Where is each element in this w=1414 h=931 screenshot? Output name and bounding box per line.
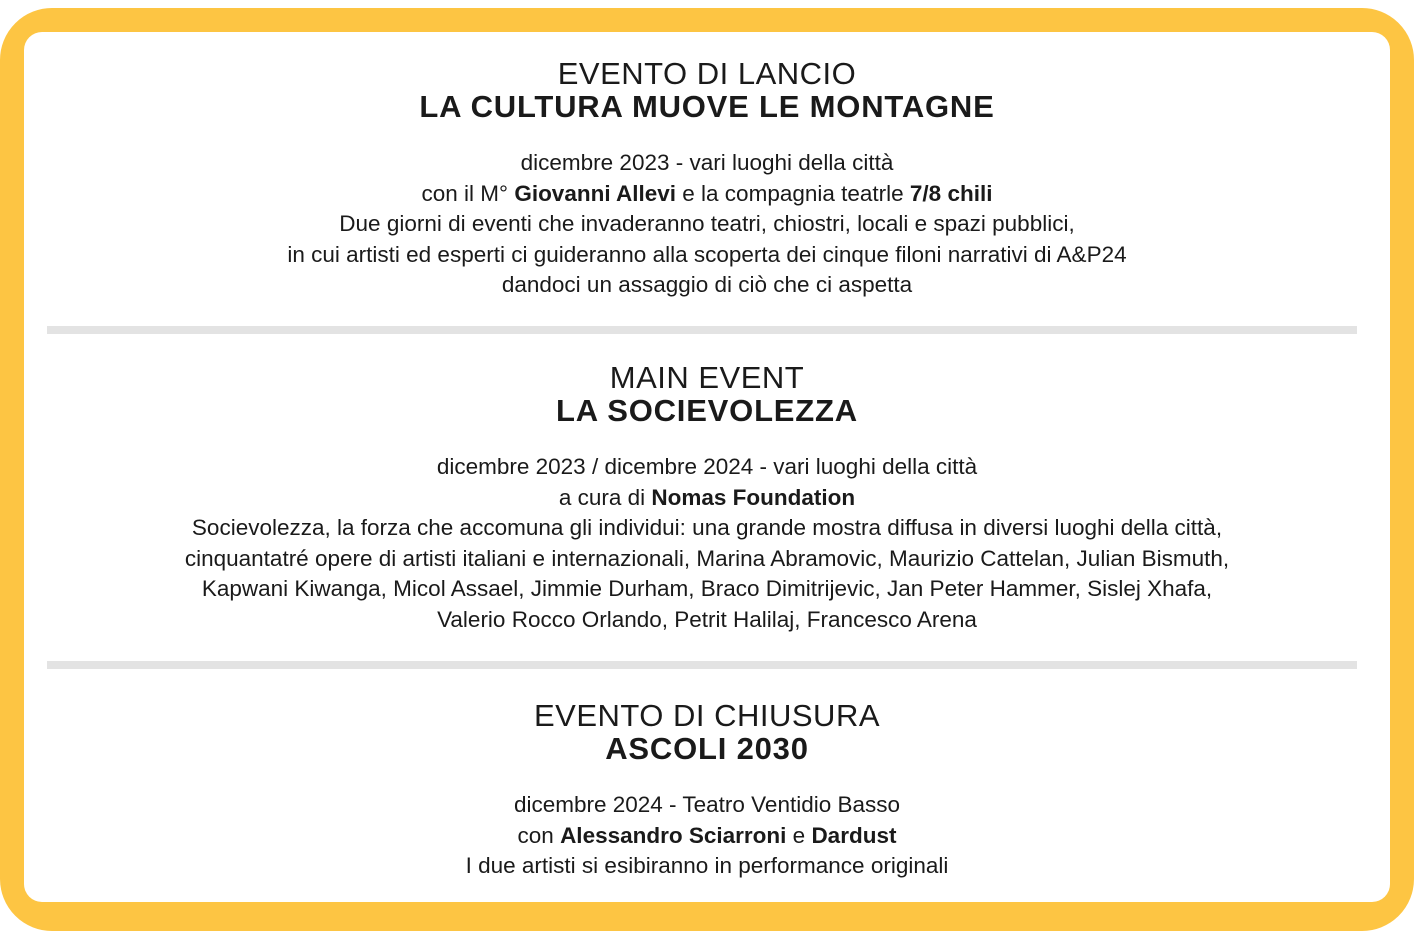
section-title: LA CULTURA MUOVE LE MONTAGNE [419, 89, 995, 124]
section-kicker: MAIN EVENT [609, 360, 805, 395]
credit-name: Dardust [811, 822, 897, 848]
section-body [24, 790, 1390, 882]
description-line: cinquantatré opere di artisti italiani e internazionali, Marina Abramovic, Maurizio Cattelan, Julian Bismuth, [184, 545, 1230, 571]
section-kicker: EVENTO DI LANCIO [557, 56, 857, 91]
credit-prefix: con il M° [421, 180, 515, 206]
description-line: Kapwani Kiwanga, Micol Assael, Jimmie Durham, Braco Dimitrijevic, Jan Peter Hammer, Sislej Xhafa, [201, 576, 1213, 602]
description-line: in cui artisti ed esperti ci guideranno alla scoperta dei cinque filoni narrativi di A&P24 [287, 241, 1127, 267]
date-place: dicembre 2023 - vari luoghi della città [520, 150, 894, 175]
credit-line [24, 179, 1390, 210]
section-launch-event [24, 57, 1390, 301]
credit-name: Giovanni Allevi [514, 180, 677, 206]
credit-line [24, 821, 1390, 852]
credit-prefix: con [517, 822, 561, 848]
description-line: Socievolezza, la forza che accomuna gli individui: una grande mostra diffusa in diversi luoghi della città, [191, 515, 1223, 541]
credit-name: Nomas Foundation [651, 484, 856, 510]
section-body [24, 148, 1390, 301]
section-divider [47, 661, 1357, 669]
description-line: I due artisti si esibiranno in performance originali [465, 853, 949, 879]
section-main-event [24, 361, 1390, 636]
description-line: Valerio Rocco Orlando, Petrit Halilaj, Francesco Arena [437, 606, 977, 632]
section-title: ASCOLI 2030 [605, 731, 809, 766]
credit-middle: e la compagnia teatrle [676, 180, 910, 206]
date-place: dicembre 2023 / dicembre 2024 - vari luoghi della città [436, 454, 978, 479]
section-title: LA SOCIEVOLEZZA [556, 393, 858, 428]
credit-name: Alessandro Sciarroni [560, 822, 787, 848]
credit-prefix: a cura di [558, 484, 652, 510]
description-line: dandoci un assaggio di ciò che ci aspetta [501, 272, 913, 298]
section-kicker: EVENTO DI CHIUSURA [533, 698, 881, 733]
credit-line [24, 483, 1390, 514]
credit-middle: e [786, 822, 812, 848]
section-body [24, 452, 1390, 636]
event-card-panel [24, 32, 1390, 902]
description-line: Due giorni di eventi che invaderanno teatri, chiostri, locali e spazi pubblici, [339, 211, 1075, 237]
section-divider [47, 326, 1357, 334]
date-place: dicembre 2024 - Teatro Ventidio Basso [513, 792, 901, 817]
section-closing-event [24, 699, 1390, 882]
credit-name: 7/8 chili [909, 180, 993, 206]
